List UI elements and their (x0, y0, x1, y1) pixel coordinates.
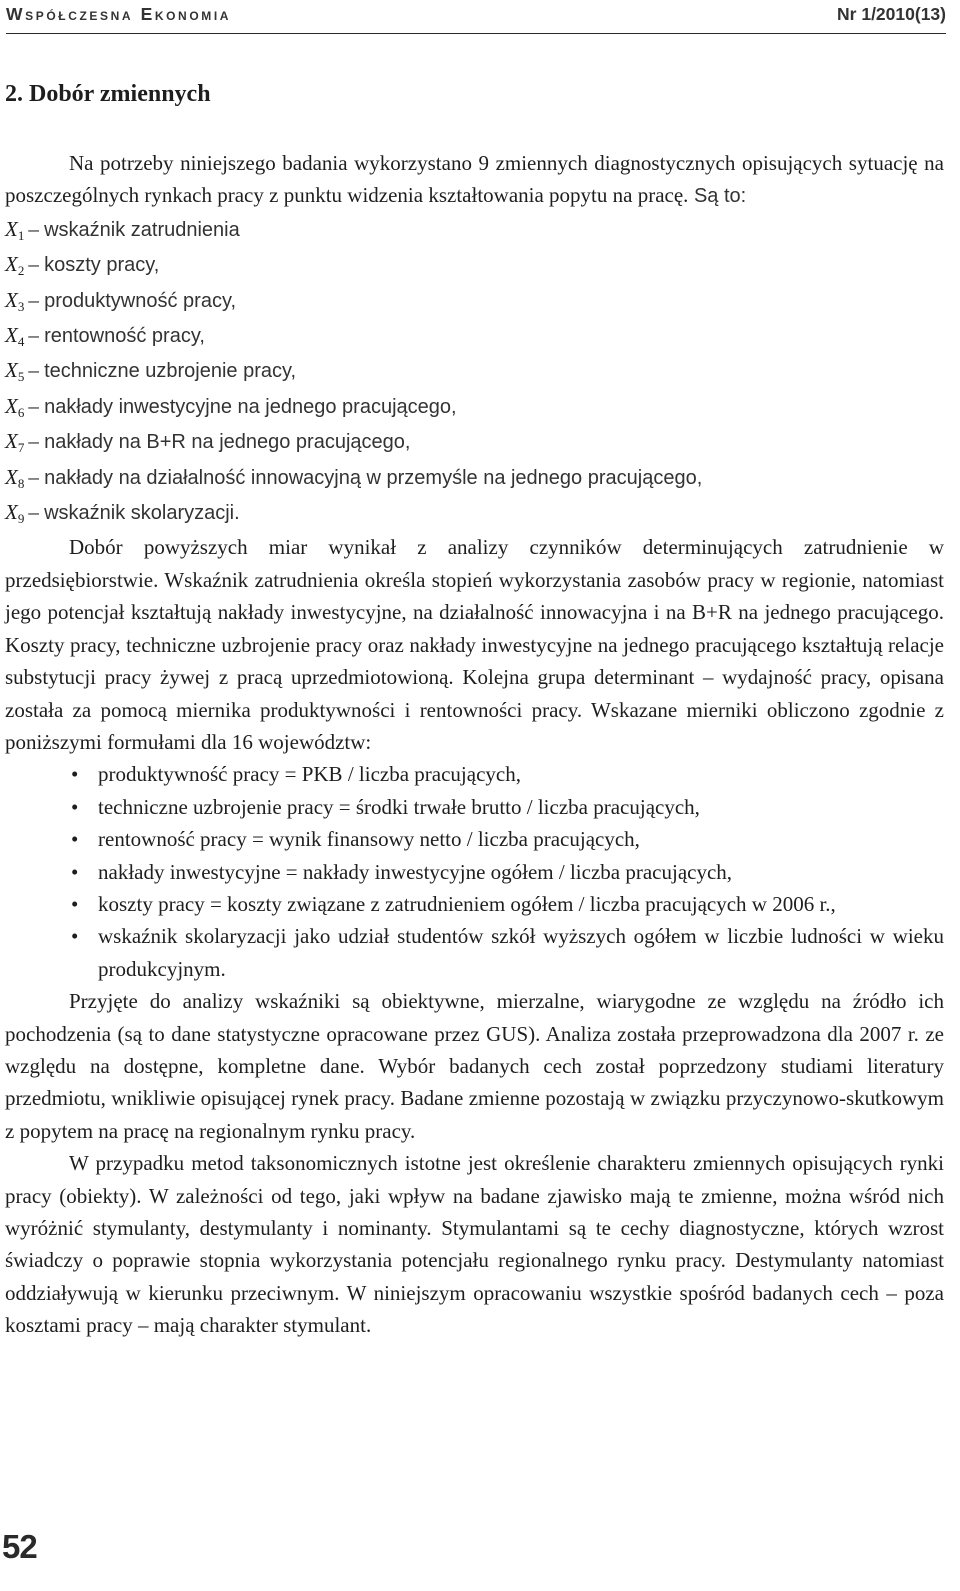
paragraph-taxonomic-methods: W przypadku metod taksonomicznych istotne jest określenie charakteru zmiennych opisujących rynki pracy (obiekty). W zależności od tego, jaki wpływ na badane zjawisko mają te zmienne, można wśród nich wyróżnić stymulanty, destymulanty i nominanty. Stymulantami są te cechy diagnostyczne, których wzrost świadczy o poprawie stopnia wykorzystania potencjału regionalnego rynku pracy. Destymulanty natomiast oddziaływują w kierunku przeciwnym. W niniejszym opracowaniu wszystkie spośród badanych cech – poza kosztami pracy – mają charakter stymulant. (5, 1151, 944, 1338)
intro-text: Na potrzeby niniejszego badania wykorzystano 9 zmiennych diagnostycznych opisujących sytuację na poszczególnych rynkach pracy z punktu widzenia kształtowania popytu na pracę. (5, 151, 944, 208)
variable-subscript: 2 (17, 263, 25, 279)
variable-description: nakłady na działalność innowacyjną w przemyśle na jednego pracującego, (44, 466, 703, 489)
page-number: 52 (2, 1528, 37, 1565)
section-heading: 2. Dobór zmiennych (5, 81, 211, 107)
variable-item (5, 319, 944, 354)
formula-list (5, 758, 944, 985)
variable-subscript: 3 (17, 298, 25, 314)
variable-symbol: X (5, 393, 18, 418)
variable-subscript: 6 (17, 404, 25, 420)
variable-symbol: X (5, 464, 18, 489)
variable-item (5, 496, 944, 531)
issue-number: Nr 1/2010(13) (837, 4, 946, 24)
variable-symbol: X (5, 323, 18, 348)
variable-description: nakłady na B+R na jednego pracującego, (44, 431, 411, 454)
variable-symbol: X (5, 216, 18, 241)
intro-paragraph (5, 147, 944, 213)
variable-dash: – (28, 464, 39, 489)
variable-dash: – (28, 393, 39, 418)
formula-item: • koszty pracy = koszty związane z zatrudnieniem ogółem / liczba pracujących w 2006 r., (5, 888, 944, 920)
variable-symbol: X (5, 252, 18, 277)
variable-description: wskaźnik zatrudnienia (44, 218, 240, 241)
variable-description: techniczne uzbrojenie pracy, (44, 360, 297, 383)
variable-dash: – (28, 358, 39, 383)
variable-dash: – (28, 323, 39, 348)
formula-item: • nakłady inwestycyjne = nakłady inwestycyjne ogółem / liczba pracujących, (5, 856, 944, 888)
variable-symbol: X (5, 358, 18, 383)
variable-subscript: 1 (17, 227, 25, 243)
formula-item: • rentowność pracy = wynik finansowy netto / liczba pracujących, (5, 823, 944, 855)
variable-dash: – (28, 287, 39, 312)
variable-item (5, 390, 944, 425)
variable-description: wskaźnik skolaryzacji. (44, 502, 240, 525)
formula-item: • techniczne uzbrojenie pracy = środki trwałe brutto / liczba pracujących, (5, 791, 944, 823)
variable-item (5, 461, 944, 496)
variable-dash: – (28, 252, 39, 277)
formula-item: • wskaźnik skolaryzacji jako udział studentów szkół wyższych ogółem w liczbie ludności w wieku produkcyjnym. (5, 920, 944, 985)
variable-subscript: 7 (17, 440, 25, 456)
variable-item (5, 213, 944, 248)
running-header (6, 0, 946, 34)
intro-text-sans: Są to: (688, 185, 747, 208)
variable-symbol: X (5, 429, 18, 454)
variable-item (5, 354, 944, 389)
variable-symbol: X (5, 500, 18, 525)
variable-dash: – (28, 429, 39, 454)
journal-title: Współczesna Ekonomia (6, 4, 232, 24)
variable-item (5, 425, 944, 460)
variable-item (5, 284, 944, 319)
variable-subscript: 8 (17, 475, 25, 491)
paragraph-determinants: Dobór powyższych miar wynikał z analizy czynników determinujących zatrudnienie w przedsiębiorstwie. Wskaźnik zatrudnienia określa stopień wykorzystania zasobów pracy w regionie, natomiast jego potencjał kształtują nakłady inwestycyjne, na działalność innowacyjna i na B+R na jednego pracującego. Koszty pracy, techniczne uzbrojenie pracy oraz nakłady inwestycyjne na jednego pracującego kształtują relacje substytucji pracy żywej z pracą uprzedmiotowioną. Kolejna grupa determinant – wydajność pracy, opisana została za pomocą miernika produktywności i rentowności pracy. Wskazane mierniki obliczono zgodnie z poniższymi formułami dla 16 województw: (5, 535, 944, 754)
variable-item (5, 248, 944, 283)
variable-subscript: 4 (17, 334, 25, 350)
variable-description: koszty pracy, (44, 254, 160, 277)
variable-dash: – (28, 500, 39, 525)
variable-list (5, 213, 944, 532)
variable-description: nakłady inwestycyjne na jednego pracującego, (44, 395, 457, 418)
variable-subscript: 9 (17, 511, 25, 527)
variable-symbol: X (5, 287, 18, 312)
variable-subscript: 5 (17, 369, 25, 385)
formula-item: • produktywność pracy = PKB / liczba pracujących, (5, 758, 944, 790)
variable-dash: – (28, 216, 39, 241)
variable-description: produktywność pracy, (44, 289, 237, 312)
paragraph-data-source: Przyjęte do analizy wskaźniki są obiektywne, mierzalne, wiarygodne ze względu na źródło ich pochodzenia (są to dane statystyczne opracowane przez GUS). Analiza została przeprowadzona dla 2007 r. ze względu na dostępne, kompletne dane. Wybór badanych cech został poprzedzony studiami literatury przedmiotu, wnikliwie opisującej rynek pracy. Badane zmienne pozostają w związku przyczynowo-skutkowym z popytem na pracę na regionalnym rynku pracy. (5, 989, 944, 1143)
variable-description: rentowność pracy, (44, 325, 205, 348)
article-body (5, 74, 944, 1342)
